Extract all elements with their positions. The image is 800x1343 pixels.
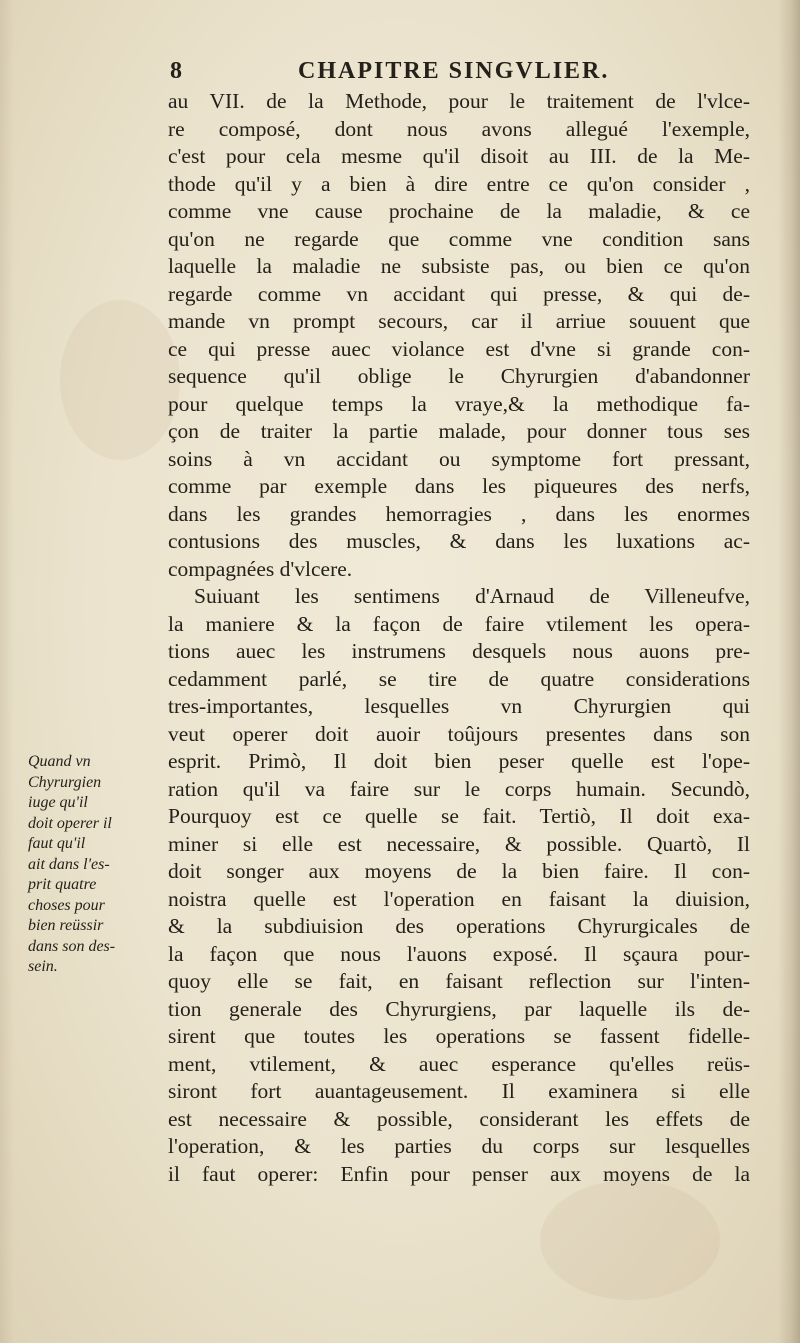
text-line: re composé, dont nous avons allegué l'exemple, [168,116,750,141]
margin-note-line: dans son des- [28,937,116,955]
text-line: il faut operer: Enfin pour penser aux moyens de la [168,1161,750,1186]
text-line: tions auec les instrumens desquels nous auons pre- [168,639,750,663]
text-line: ce qui presse auec violance est d'vne si grande con- [168,336,750,361]
text-line: la façon que nous l'auons exposé. Il sçaura pour- [168,941,750,966]
text-line: cedamment parlé, se tire de quatre considerations [168,666,750,691]
text-line: contusions des muscles, & dans les luxations ac- [168,529,750,553]
text-line: dans les grandes hemorragies , dans les enormes [168,501,750,526]
text-line: regarde comme vn accidant qui presse, & qui de- [168,281,750,306]
text-line: miner si elle est necessaire, & possible. Quartò, Il [168,831,750,856]
margin-note-line: prit quatre [28,876,97,893]
text-line: qu'on ne regarde que comme vne condition sans [168,226,750,251]
paragraph-start-line: Suiuant les sentimens d'Arnaud de Villeneufve, [194,584,750,608]
page-number: 8 [170,58,183,84]
text-line: thode qu'il y a bien à dire entre ce qu'on consider , [168,171,750,196]
margin-note-line: ait dans l'es- [28,855,110,873]
text-line: doit songer aux moyens de la bien faire. Il con- [168,859,750,883]
page-edge-shadow [778,0,800,1343]
text-line: comme vne cause prochaine de la maladie, & ce [168,199,750,223]
paper-stain [60,300,180,460]
paper-stain [540,1180,720,1300]
page-header [170,58,760,92]
running-title: CHAPITRE SINGVLIER. [298,58,610,84]
text-line: soins à vn accidant ou symptome fort pressant, [168,446,750,471]
margin-note-line: iuge qu'il [28,794,88,811]
text-line: est necessaire & possible, considerant les effets de [168,1106,750,1131]
margin-note-line: choses pour [28,896,105,914]
text-line: mande vn prompt secours, car il arriue souuent que [168,309,750,333]
text-line: noistra quelle est l'operation en faisant la diuision, [168,886,750,911]
margin-note [28,752,160,978]
text-line: quoy elle se fait, en faisant reflection sur l'inten- [168,969,750,993]
page-gutter-shadow [0,0,14,1343]
text-line: la maniere & la façon de faire vtilement les opera- [168,611,750,636]
margin-note-line: bien reüssir [28,917,104,934]
text-line: ment, vtilement, & auec esperance qu'elles reüs- [168,1051,750,1076]
text-line: c'est pour cela mesme qu'il disoit au III. de la Me- [168,144,750,168]
margin-note-line: doit operer il [28,814,112,832]
margin-note-line: faut qu'il [28,835,86,852]
text-line: veut operer doit auoir toûjours presentes dans son [168,721,750,746]
text-line: au VII. de la Methode, pour le traitement de l'vlce- [168,89,750,113]
margin-note-line: Chyrurgien [28,773,102,791]
paragraph-end-line: compagnées d'vlcere. [168,556,353,581]
text-line: laquelle la maladie ne subsiste pas, ou bien ce qu'on [168,254,750,278]
text-line: l'operation, & les parties du corps sur lesquelles [168,1134,750,1158]
text-line: esprit. Primò, Il doit bien peser quelle est l'ope- [168,749,750,773]
body-text [168,88,750,1188]
margin-note-line: Quand vn [28,753,91,770]
margin-note-line: sein. [28,958,58,975]
text-line: tres-importantes, lesquelles vn Chyrurgien qui [168,694,750,718]
text-line: & la subdiuision des operations Chyrurgicales de [168,914,750,938]
text-line: sirent que toutes les operations se fassent fidelle- [168,1024,750,1048]
text-line: pour quelque temps la vraye,& la methodique fa- [168,391,750,416]
text-line: tion generale des Chyrurgiens, par laquelle ils de- [168,996,750,1021]
text-line: çon de traiter la partie malade, pour donner tous ses [168,419,750,443]
text-line: sequence qu'il oblige le Chyrurgien d'abandonner [168,364,750,388]
text-line: comme par exemple dans les piqueures des nerfs, [168,474,750,498]
text-line: ration qu'il va faire sur le corps humain. Secundò, [168,776,750,801]
text-line: Pourquoy est ce quelle se fait. Tertiò, Il doit exa- [168,804,750,828]
text-line: siront fort auantageusement. Il examinera si elle [168,1079,750,1103]
